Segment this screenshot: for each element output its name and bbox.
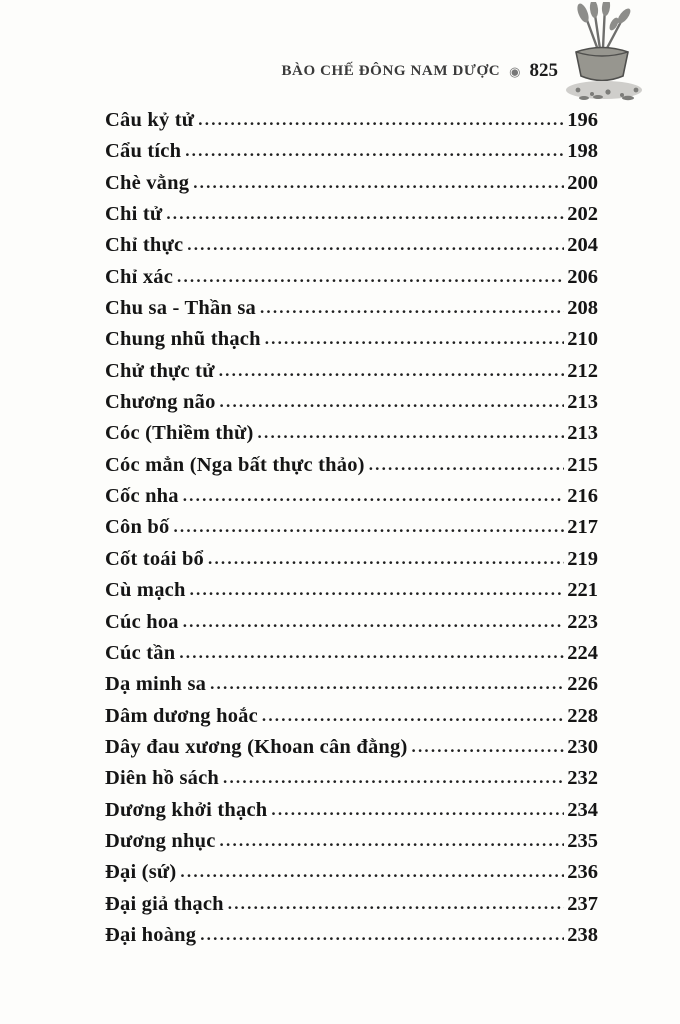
toc-entry-page: 217 (567, 516, 598, 539)
dot-leader (220, 392, 565, 412)
dot-leader (210, 674, 564, 694)
toc-entry-page: 223 (567, 610, 598, 633)
toc-entry-title: Cóc mẳn (Nga bất thực thảo) (105, 453, 365, 476)
dot-leader (179, 643, 564, 663)
toc-entry-page: 206 (567, 265, 598, 288)
toc-entry-page: 208 (567, 297, 598, 320)
dot-leader (200, 925, 564, 945)
toc-entry-title: Chỉ thực (105, 234, 184, 257)
toc-entry (105, 109, 598, 140)
dot-leader (183, 612, 565, 632)
toc-entry (105, 140, 598, 171)
toc-entry-title: Chè vằng (105, 171, 190, 194)
toc-entry-title: Cốt toái bổ (105, 547, 205, 570)
toc-entry-page: 226 (567, 673, 598, 696)
dot-leader (183, 486, 565, 506)
toc-entry (105, 391, 598, 422)
toc-entry-page: 221 (567, 579, 598, 602)
toc-entry-title: Chu sa - Thần sa (105, 297, 256, 320)
toc-entry-title: Diên hồ sách (105, 767, 220, 790)
dot-leader (208, 549, 564, 569)
toc-entry (105, 548, 598, 579)
toc-entry (105, 516, 598, 547)
toc-entry (105, 422, 598, 453)
dot-leader (173, 517, 564, 537)
toc-entry-title: Cúc hoa (105, 610, 179, 633)
toc-entry (105, 767, 598, 798)
dot-leader (166, 204, 564, 224)
dot-leader (185, 141, 564, 161)
toc-entry (105, 861, 598, 892)
toc-entry (105, 203, 598, 234)
page-number: 825 (529, 60, 558, 81)
toc-entry-title: Dương khởi thạch (105, 798, 268, 821)
toc-list (105, 109, 598, 955)
dot-leader (177, 267, 564, 287)
toc-entry-title: Dạ minh sa (105, 673, 207, 696)
toc-entry-page: 202 (567, 203, 598, 226)
toc-entry (105, 830, 598, 861)
toc-entry-title: Dâm dương hoắc (105, 704, 258, 727)
toc-entry-title: Cúc tần (105, 641, 176, 664)
toc-entry-title: Chử thực tử (105, 359, 215, 382)
dot-leader (180, 862, 564, 882)
toc-entry-page: 200 (567, 171, 598, 194)
toc-entry-title: Côn bố (105, 516, 170, 539)
dot-leader (265, 329, 565, 349)
dot-leader (412, 737, 565, 757)
toc-entry-page: 238 (567, 923, 598, 946)
dot-leader (220, 831, 565, 851)
dot-leader (187, 235, 564, 255)
toc-entry-title: Đại giả thạch (105, 892, 224, 915)
dot-leader (369, 455, 565, 475)
toc-entry-title: Câu kỷ tử (105, 109, 195, 131)
toc-entry-title: Cù mạch (105, 579, 186, 602)
toc-entry (105, 642, 598, 673)
dot-leader (223, 768, 564, 788)
toc-entry-page: 215 (567, 453, 598, 476)
toc-entry-page: 232 (567, 767, 598, 790)
toc-entry-page: 210 (567, 328, 598, 351)
dot-leader (260, 298, 564, 318)
running-head (0, 60, 558, 82)
toc-entry (105, 360, 598, 391)
ornament-icon: ◉ (509, 63, 521, 79)
toc-entry (105, 799, 598, 830)
dot-leader (262, 706, 564, 726)
toc-entry (105, 297, 598, 328)
toc-entry-title: Cẩu tích (105, 140, 182, 163)
toc-entry-title: Cóc (Thiềm thừ) (105, 422, 254, 445)
dot-leader (190, 580, 565, 600)
toc-entry (105, 893, 598, 924)
toc-entry-page: 212 (567, 359, 598, 382)
toc-entry (105, 172, 598, 203)
toc-entry (105, 924, 598, 955)
toc-entry (105, 266, 598, 297)
toc-entry-page: 198 (567, 140, 598, 163)
toc-entry (105, 234, 598, 265)
dot-leader (193, 173, 564, 193)
dot-leader (271, 800, 564, 820)
toc-entry (105, 705, 598, 736)
toc-entry-page: 219 (567, 547, 598, 570)
toc-entry-title: Chung nhũ thạch (105, 328, 261, 351)
toc-entry (105, 736, 598, 767)
dot-leader (228, 894, 564, 914)
toc-entry-page: 234 (567, 798, 598, 821)
toc-entry-title: Dương nhục (105, 829, 216, 852)
toc-entry-title: Chương não (105, 391, 216, 414)
toc-entry (105, 673, 598, 704)
toc-entry (105, 579, 598, 610)
toc-entry-title: Đại (sứ) (105, 861, 177, 884)
mortar-pestle-illustration (548, 2, 656, 108)
book-title: BÀO CHẾ ĐÔNG NAM DƯỢC (281, 62, 501, 79)
toc-entry-page: 230 (567, 735, 598, 758)
dot-leader (258, 423, 565, 443)
toc-entry-page: 196 (567, 109, 598, 131)
toc-entry (105, 485, 598, 516)
toc-entry-page: 228 (567, 704, 598, 727)
dot-leader (219, 361, 565, 381)
toc-entry-title: Dây đau xương (Khoan cân đằng) (105, 735, 408, 758)
toc-entry-page: 237 (567, 892, 598, 915)
toc-entry-page: 216 (567, 485, 598, 508)
toc-entry-page: 213 (567, 391, 598, 414)
toc-entry-title: Chi tử (105, 203, 163, 226)
toc-entry-title: Chỉ xác (105, 265, 174, 288)
toc-entry-page: 224 (567, 641, 598, 664)
toc-entry (105, 611, 598, 642)
toc-entry-page: 236 (567, 861, 598, 884)
toc-entry-page: 235 (567, 829, 598, 852)
toc-entry-title: Cốc nha (105, 485, 179, 508)
toc-entry-page: 213 (567, 422, 598, 445)
toc-entry-page: 204 (567, 234, 598, 257)
dot-leader (198, 110, 564, 130)
toc-entry (105, 328, 598, 359)
toc-entry-title: Đại hoàng (105, 923, 197, 946)
toc-entry (105, 454, 598, 485)
